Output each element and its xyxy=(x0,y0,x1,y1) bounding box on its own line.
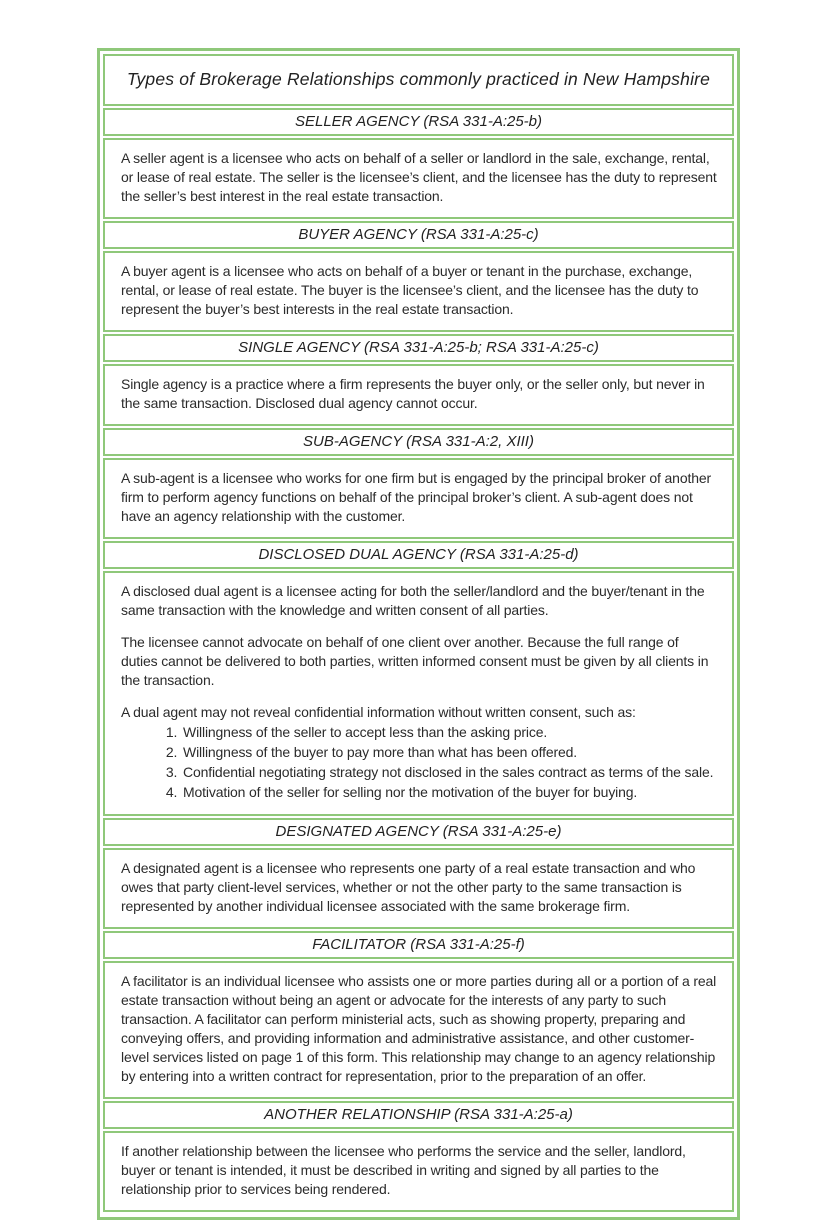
brokerage-section xyxy=(103,818,734,929)
section-paragraph: A seller agent is a licensee who acts on behalf of a seller or landlord in the sale, exchange, rental, or lease of real estate. The seller is the licensee’s client, and the licensee has the duty to represent the seller’s best interest in the real estate transaction. xyxy=(121,150,717,204)
section-body xyxy=(103,1131,734,1212)
brokerage-section xyxy=(103,108,734,219)
section-body xyxy=(103,364,734,426)
section-body xyxy=(103,138,734,219)
section-heading: SELLER AGENCY (RSA 331-A:25-b) xyxy=(103,108,734,136)
section-heading: ANOTHER RELATIONSHIP (RSA 331-A:25-a) xyxy=(103,1101,734,1129)
document-title: Types of Brokerage Relationships commonly practiced in New Hampshire xyxy=(103,54,734,106)
list-item: 4. Motivation of the seller for selling nor the motivation of the buyer for buying. xyxy=(181,783,718,802)
section-heading: BUYER AGENCY (RSA 331-A:25-c) xyxy=(103,221,734,249)
section-heading: DISCLOSED DUAL AGENCY (RSA 331-A:25-d) xyxy=(103,541,734,569)
section-body xyxy=(103,251,734,332)
section-paragraph: The licensee cannot advocate on behalf of one client over another. Because the full range of duties cannot be delivered to both parties, written informed consent must be given by all clients in the transaction. xyxy=(121,634,709,688)
section-body xyxy=(103,571,734,816)
section-heading: DESIGNATED AGENCY (RSA 331-A:25-e) xyxy=(103,818,734,846)
section-paragraph: A disclosed dual agent is a licensee acting for both the seller/landlord and the buyer/tenant in the same transaction with the knowledge and written consent of all parties. xyxy=(121,583,705,618)
brokerage-section xyxy=(103,541,734,816)
section-paragraph: Single agency is a practice where a firm represents the buyer only, or the seller only, but never in the same transaction. Disclosed dual agency cannot occur. xyxy=(121,376,705,411)
brokerage-section xyxy=(103,221,734,332)
section-paragraph: A sub-agent is a licensee who works for one firm but is engaged by the principal broker of another firm to perform agency functions on behalf of the principal broker’s client. A sub-agent does not have an agency relationship with the customer. xyxy=(121,470,711,524)
brokerage-section xyxy=(103,428,734,539)
sections-container xyxy=(103,108,734,1212)
section-body xyxy=(103,848,734,929)
section-heading: FACILITATOR (RSA 331-A:25-f) xyxy=(103,931,734,959)
section-heading: SINGLE AGENCY (RSA 331-A:25-b; RSA 331-A:25-c) xyxy=(103,334,734,362)
brokerage-section xyxy=(103,931,734,1099)
list-item: 1. Willingness of the seller to accept less than the asking price. xyxy=(181,723,718,742)
list-item: 3. Confidential negotiating strategy not disclosed in the sales contract as terms of the sale. xyxy=(181,763,718,782)
section-paragraph: A dual agent may not reveal confidential information without written consent, such as: xyxy=(121,704,636,720)
section-paragraph: A designated agent is a licensee who represents one party of a real estate transaction and who owes that party client-level services, whether or not the other party to the same transaction is represented by another individual licensee associated with the same brokerage firm. xyxy=(121,860,696,914)
section-heading: SUB-AGENCY (RSA 331-A:2, XIII) xyxy=(103,428,734,456)
list-item: 2. Willingness of the buyer to pay more than what has been offered. xyxy=(181,743,718,762)
section-paragraph: A buyer agent is a licensee who acts on behalf of a buyer or tenant in the purchase, exchange, rental, or lease of real estate. The buyer is the licensee’s client, and the licensee has the duty to represent the buyer’s best interests in the real estate transaction. xyxy=(121,263,699,317)
section-paragraph: If another relationship between the licensee who performs the service and the seller, landlord, buyer or tenant is intended, it must be described in writing and signed by all parties to the relationship prior to services being rendered. xyxy=(121,1143,686,1197)
section-paragraph: A facilitator is an individual licensee who assists one or more parties during all or a portion of a real estate transaction without being an agent or advocate for the interests of any party to such transaction. A facilitator can perform ministerial acts, such as showing property, preparing and conveying offers, and providing information and administrative assistance, and other customer-level services listed on page 1 of this form. This relationship may change to an agency relationship by entering into a written contract for representation, prior to the preparation of an offer. xyxy=(121,973,717,1084)
document-frame xyxy=(97,48,740,1220)
numbered-list xyxy=(121,723,718,802)
section-body xyxy=(103,961,734,1099)
brokerage-section xyxy=(103,334,734,426)
section-body xyxy=(103,458,734,539)
brokerage-section xyxy=(103,1101,734,1212)
